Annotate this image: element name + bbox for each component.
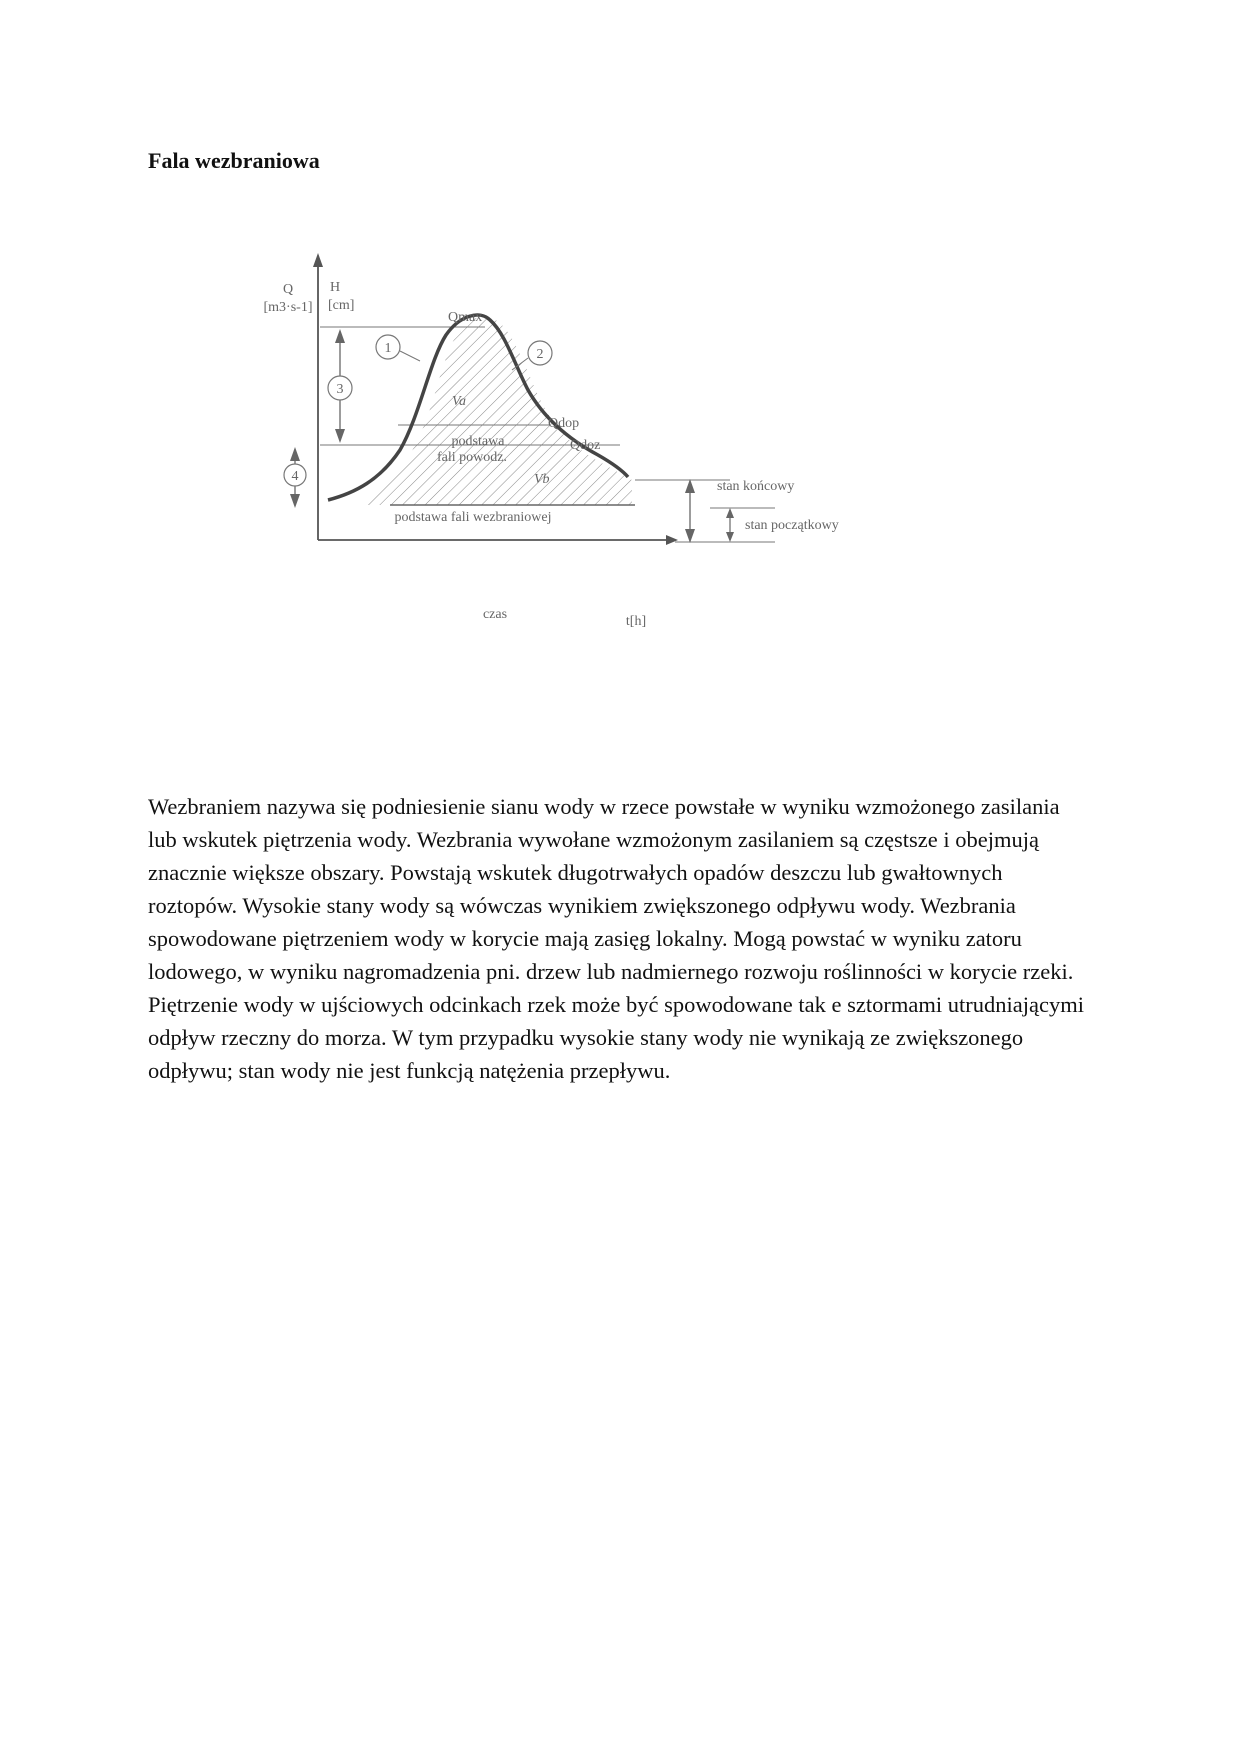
flood-wave-diagram [263, 265, 960, 635]
arrow-3-head-up [335, 329, 345, 343]
axis-q-unit: [m3·s-1] [263, 300, 313, 315]
vb-label: Vb [534, 472, 550, 487]
podstawa-fali-powodz-line1: podstawa [451, 434, 505, 449]
start-state-arrow-down [726, 532, 734, 542]
hatched-area-va-vb [360, 315, 640, 505]
podstawa-fali-powodz-line2: fali powodz. [437, 450, 507, 465]
marker-3-text: 3 [336, 382, 344, 397]
arrow-4-head-down [290, 494, 300, 508]
stan-poczatkowy-label: stan początkowy [745, 518, 839, 533]
body-paragraph: Wezbraniem nazywa się podniesienie sianu wody w rzece powstałe w wyniku wzmożonego zasilania lub wskutek piętrzenia wody. Wezbrania wywołane wzmożonym zasilaniem są częstsze i obejmują znacznie większe obszary. Powstają wskutek długotrwałych opadów deszczu lub gwałtownych roztopów. Wysokie stany wody są wówczas wynikiem zwiększonego odpływu wody. Wezbrania spowodowane piętrzeniem wody w korycie mają zasięg lokalny. Mogą powstać w wyniku zatoru lodowego, w wyniku nagromadzenia pni. drzew lub nadmiernego rozwoju roślinności w korycie rzeki. Piętrzenie wody w ujściowych odcinkach rzek może być spowodowane tak e sztormami utrudniającymi odpływ rzeczny do morza. W tym przypadku wysokie stany wody nie wynikają ze zwiększonego odpływu; stan wody nie jest funkcją natężenia przepływu. [148, 794, 1084, 1083]
hydrograph-svg [263, 265, 960, 635]
marker-1-text: 1 [384, 341, 392, 356]
marker-2-text: 2 [536, 347, 544, 362]
arrow-4-head-up [290, 447, 300, 461]
stan-koncowy-label: stan końcowy [717, 479, 795, 494]
start-state-arrow-up [726, 508, 734, 518]
x-axis-unit: t[h] [625, 614, 647, 629]
x-axis-arrow [666, 535, 678, 545]
marker-1-leader [400, 351, 420, 361]
axis-h-unit: [cm] [328, 298, 355, 313]
arrow-3-head-down [335, 429, 345, 443]
qdop-label: Qdop [548, 416, 580, 431]
end-state-arrow-up [685, 479, 695, 493]
axis-q-label: Q [282, 282, 294, 297]
end-state-arrow-down [685, 529, 695, 543]
qdoz-label: Qdoz [570, 438, 601, 453]
y-axis-arrow [313, 253, 323, 267]
podstawa-fali-wezbraniowej-label: podstawa fali wezbraniowej [394, 510, 552, 525]
marker-4-text: 4 [291, 469, 299, 484]
page-title: Fala wezbraniowa [148, 148, 320, 173]
qmax-label: Qmax [448, 310, 483, 325]
axis-h-label: H [330, 280, 341, 295]
x-axis-label: czas [482, 607, 508, 622]
va-label: Va [452, 394, 466, 409]
